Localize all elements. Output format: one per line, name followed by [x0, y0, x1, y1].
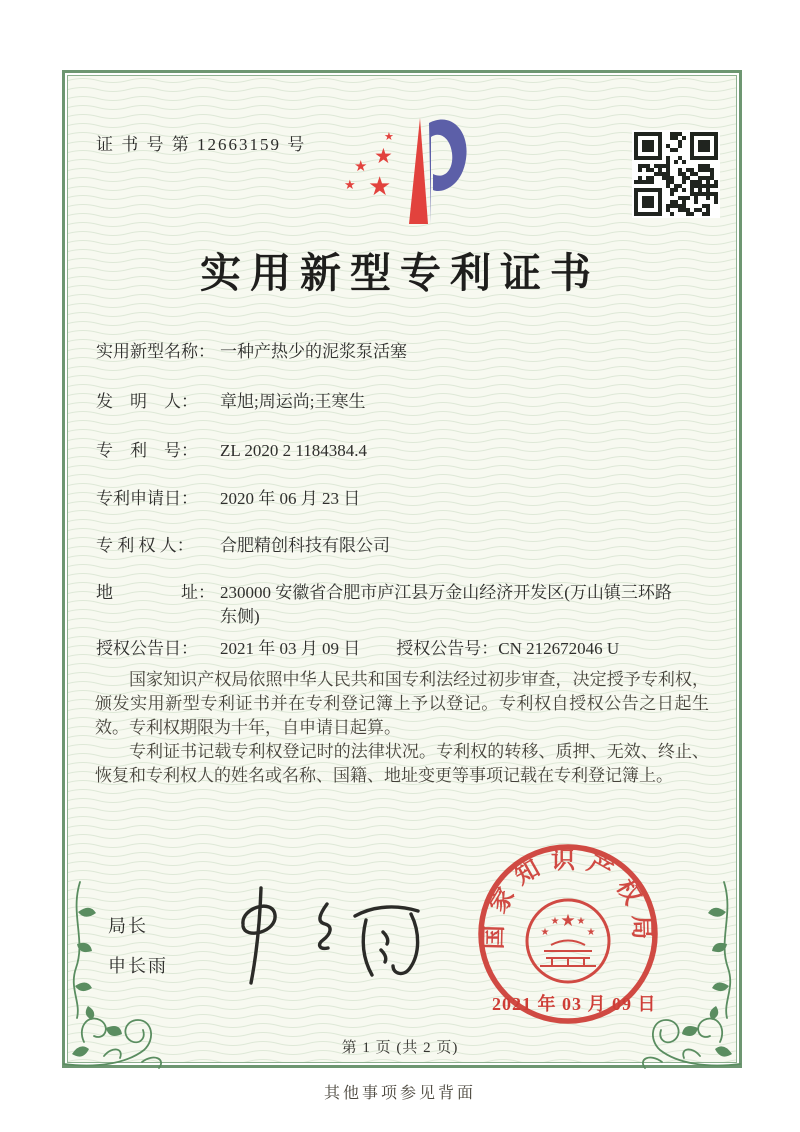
field-value: CN 212672046 U	[498, 639, 620, 658]
corner-flourish-left	[54, 878, 172, 1073]
logo-p-mark	[392, 114, 470, 228]
field-value: 230000 安徽省合肥市庐江县万金山经济开发区(万山镇三环路东侧)	[220, 583, 672, 626]
svg-text:★: ★	[550, 916, 560, 927]
corner-flourish-right	[632, 878, 750, 1073]
field-patentee	[96, 534, 714, 558]
field-utility-model-name	[96, 340, 714, 364]
svg-text:国家知识产权局: 国家知识产权局	[481, 848, 655, 950]
logo-star-icon: ★	[354, 159, 368, 175]
legal-paragraph-1: 国家知识产权局依照中华人民共和国专利法经过初步审查，决定授予专利权，颁发实用新型专利证书并在专利登记簿上予以登记。专利权自授权公告之日起生效。专利权期限为十年，自申请日起算。	[95, 670, 709, 737]
field-patent-number	[96, 439, 714, 463]
field-value: 2021 年 03 月 09 日	[220, 639, 361, 658]
field-label: 实用新型名称：	[96, 342, 215, 361]
certificate-number: 证 书 号 第 12663159 号	[96, 135, 307, 154]
logo-star-icon: ★	[368, 172, 392, 201]
certificate-title: 实用新型专利证书	[200, 250, 600, 296]
svg-text:★: ★	[560, 911, 576, 930]
field-label: 授权公告号：	[396, 639, 499, 658]
officer-name: 申长雨	[108, 956, 168, 976]
field-label: 授权公告日：	[96, 639, 198, 658]
officer-title: 局长	[108, 916, 148, 936]
svg-text:★: ★	[540, 927, 550, 938]
field-address	[96, 581, 714, 629]
field-label: 专利申请日：	[96, 489, 198, 508]
field-grant-number	[396, 637, 619, 661]
field-label: 专 利 权 人：	[96, 536, 194, 555]
legal-paragraphs	[95, 668, 709, 788]
field-value: 章旭;周运尚;王寒生	[220, 392, 366, 411]
field-filing-date	[96, 487, 714, 511]
qr-finder-icon	[690, 132, 718, 160]
logo-star-icon: ★	[374, 144, 393, 168]
legal-paragraph-2: 专利证书记载专利权登记时的法律状况。专利权的转移、质押、无效、终止、恢复和专利权人的姓名或名称、国籍、地址变更等事项记载在专利登记簿上。	[95, 742, 709, 785]
field-value: 2020 年 06 月 23 日	[220, 489, 361, 508]
field-label: 地 址：	[96, 583, 215, 602]
field-label: 发 明 人：	[96, 392, 198, 411]
svg-text:★: ★	[586, 927, 596, 938]
logo-star-icon: ★	[344, 177, 356, 192]
field-value: ZL 2020 2 1184384.4	[220, 441, 368, 460]
field-value: 一种产热少的泥浆泵活塞	[220, 342, 407, 361]
qr-finder-icon	[634, 188, 662, 216]
director-signature-icon	[215, 882, 430, 990]
field-inventors	[96, 390, 714, 414]
qr-finder-icon	[634, 132, 662, 160]
page-number: 第 1 页 (共 2 页)	[341, 1040, 459, 1056]
svg-text:★: ★	[576, 916, 586, 927]
cnipa-logo-icon	[338, 114, 470, 228]
certificate-fields	[96, 340, 714, 661]
logo-star-icon: ★	[384, 131, 394, 143]
field-grant-row	[96, 637, 714, 661]
qr-code	[632, 130, 720, 218]
back-note: 其他事项参见背面	[323, 1085, 476, 1102]
field-value: 合肥精创科技有限公司	[220, 536, 390, 555]
seal-date: 2021 年 03 月 09 日	[492, 994, 657, 1014]
field-label: 专 利 号：	[96, 441, 198, 460]
